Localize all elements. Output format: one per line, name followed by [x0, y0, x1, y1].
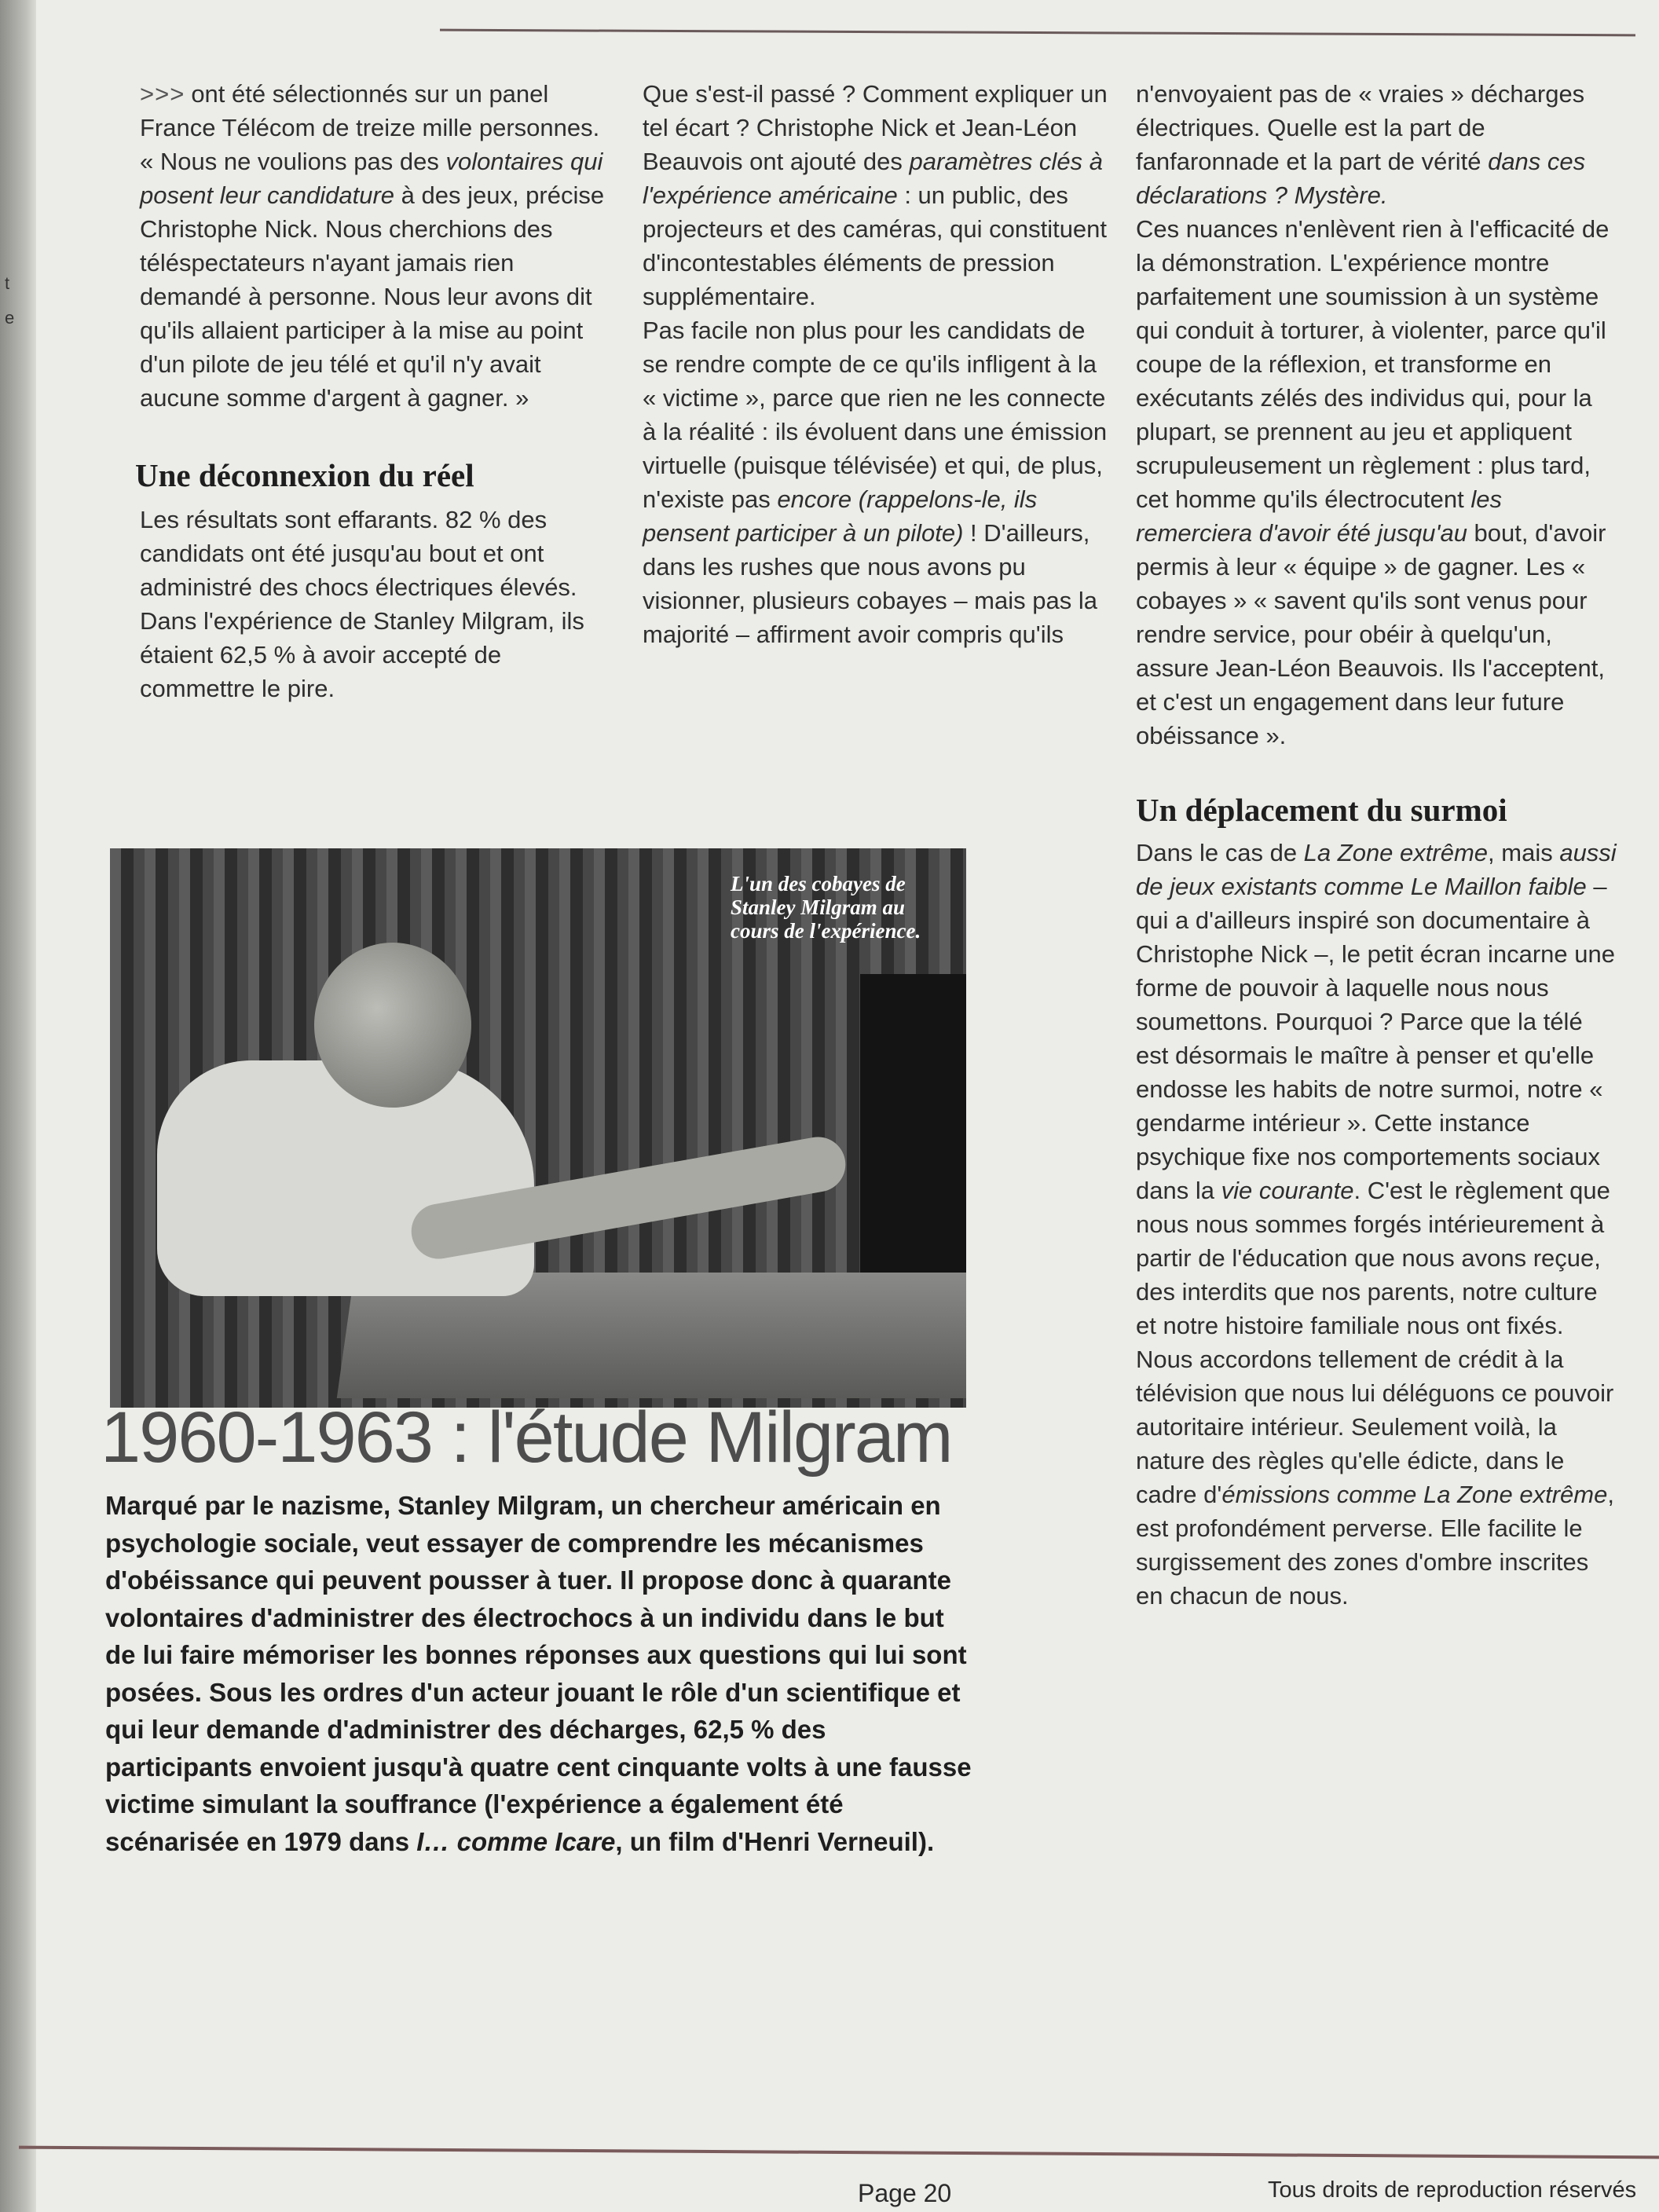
- continuation-marker: >>>: [140, 80, 185, 108]
- text-run: Nous accordons tellement de crédit à la télévision que nous lui déléguons ce pouvoir autoritaire intérieur. Seulement voilà, la nature des règles qu'elle édicte, dans le cadre d': [1136, 1346, 1614, 1508]
- col3-paragraph-3: [1136, 836, 1617, 1342]
- text-run: , mais: [1488, 839, 1560, 866]
- col1-paragraph-2: Les résultats sont effarants. 82 % des candidats ont été jusqu'au bout et ont administré des chocs électriques élevés. Dans l'expérience de Stanley Milgram, ils étaient 62,5 % à avoir accepté de commettre le pire.: [140, 506, 584, 702]
- study-body: [105, 1487, 977, 1860]
- italic-run: paramètres clés à l'expérience américaine: [643, 148, 1103, 209]
- text-run: , est profondément perverse. Elle facilite le surgissement des zones d'ombre inscrites en chacun de nous.: [1136, 1481, 1614, 1610]
- milgram-photo: [110, 848, 966, 1408]
- text-run: à des jeux, précise Christophe Nick. Nous cherchions des téléspectateurs n'ayant jamais rien demandé à personne. Nous leur avons dit qu'ils allaient participer à la mise au point d'un pilote de jeu télé et qu'il n'y avait aucune somme d'argent à gagner. »: [140, 181, 605, 412]
- col2-paragraph-1: [643, 77, 1112, 313]
- text-run: . C'est le règlement que nous nous sommes forgés intérieurement à partir de l'éducation que nous avons reçue, des interdits que nos parents, notre culture et notre histoire familiale nous ont fixés.: [1136, 1177, 1610, 1339]
- photo-subject-head: [314, 943, 471, 1108]
- italic-run: I… comme Icare: [416, 1826, 616, 1856]
- photo-caption: L'un des cobayes de Stanley Milgram au cours de l'expérience.: [731, 872, 921, 943]
- gutter-char: e: [5, 308, 15, 328]
- text-run: bout, d'avoir permis à leur « équipe » de gagner. Les « cobayes » « savent qu'ils sont venus pour rendre service, pour obéir à quelqu'un, assure Jean-Léon Beauvois. Ils l'acceptent, et c'est un engagement dans leur future obéissance ».: [1136, 519, 1606, 749]
- photo-subject-body: [157, 1060, 534, 1296]
- section-heading-deconnexion: Une déconnexion du réel: [135, 457, 474, 493]
- column-3: [1136, 77, 1617, 1613]
- text-run: ont été sélectionnés sur un panel France Télécom de treize mille personnes. « Nous ne voulions pas des: [140, 80, 600, 175]
- col3-paragraph-4: [1136, 1342, 1617, 1613]
- text-run: Pas facile non plus pour les candidats de se rendre compte de ce qu'ils infligent à la « victime », parce que rien ne les connecte à la réalité : ils évoluent dans une émission virtuelle (puisque télévisée) et qui, de plus, n'existe pas: [643, 317, 1108, 513]
- col3-paragraph-2: [1136, 212, 1617, 753]
- bottom-rule: [19, 2146, 1659, 2159]
- gutter-char: t: [5, 273, 10, 293]
- italic-run: émissions comme La Zone extrême: [1221, 1481, 1608, 1508]
- italic-run: La Zone extrême: [1303, 839, 1489, 866]
- study-title: 1960-1963 : l'étude Milgram: [101, 1397, 952, 1478]
- rights-notice: Tous droits de reproduction réservés: [1268, 2177, 1637, 2203]
- italic-run: dans ces déclarations ? Mystère.: [1136, 148, 1586, 209]
- text-run: ! D'ailleurs, dans les rushes que nous avons pu visionner, plusieurs cobayes – mais pas la majorité – affirment avoir compris qu'ils: [643, 519, 1097, 648]
- text-run: – qui a d'ailleurs inspiré son documentaire à Christophe Nick –, le petit écran incarne une forme de pouvoir à laquelle nous nous soumettons. Pourquoi ? Parce que la télé est désormais le maître à penser et qu'elle endosse les habits de notre surmoi, notre « gendarme intérieur ». Cette instance psychique fixe nos comportements sociaux dans la: [1136, 873, 1615, 1204]
- italic-run: les remerciera d'avoir été jusqu'au: [1136, 485, 1502, 547]
- top-rule: [440, 29, 1635, 37]
- column-2: [643, 77, 1112, 651]
- text-run: Marqué par le nazisme, Stanley Milgram, un chercheur américain en psychologie sociale, veut essayer de comprendre les mécanismes d'obéissance qui peuvent pousser à tuer. Il propose donc à quarante volontaires d'administrer des électrochocs à un individu dans le but de lui faire mémoriser les bonnes réponses aux questions qui lui sont posées. Sous les ordres d'un acteur jouant le rôle d'un scientifique et qui leur demande d'administrer des décharges, 62,5 % des participants envoient jusqu'à quatre cent cinquante volts à une fausse victime simulant la souffrance (l'expérience a également été scénarisée en 1979 dans: [105, 1491, 972, 1856]
- text-run: , un film d'Henri Verneuil).: [615, 1826, 935, 1856]
- text-run: Ces nuances n'enlèvent rien à l'efficacité de la démonstration. L'expérience montre parfaitement une soumission à un système qui conduit à torturer, à violenter, parce qu'il coupe de la réflexion, et transforme en exécutants zélés des individus qui, pour la plupart, se prennent au jeu et appliquent scrupuleusement un règlement : plus tard, cet homme qu'ils électrocutent: [1136, 215, 1610, 513]
- section-heading-surmoi: Un déplacement du surmoi: [1136, 792, 1507, 828]
- italic-run: volontaires qui posent leur candidature: [140, 148, 603, 209]
- page-gutter: [0, 0, 36, 2212]
- col1-paragraph-1: [140, 77, 611, 415]
- col3-paragraph-1: [1136, 77, 1617, 212]
- column-1: [135, 77, 611, 705]
- col2-paragraph-2: [643, 313, 1112, 651]
- text-run: Dans le cas de: [1136, 839, 1304, 866]
- italic-run: aussi de jeux existants comme Le Maillon faible: [1136, 839, 1617, 900]
- page-number: Page 20: [858, 2179, 952, 2207]
- text-run: : un public, des projecteurs et des caméras, qui constituent d'incontestables éléments de pression supplémentaire.: [643, 181, 1108, 310]
- italic-run: encore (rappelons-le, ils pensent participer à un pilote): [643, 485, 1038, 547]
- text-run: n'envoyaient pas de « vraies » décharges électriques. Quelle est la part de fanfaronnade et la part de vérité: [1136, 80, 1585, 175]
- text-run: Que s'est-il passé ? Comment expliquer un tel écart ? Christophe Nick et Jean-Léon Beauvois ont ajouté des: [643, 80, 1108, 175]
- italic-run: vie courante: [1221, 1177, 1354, 1204]
